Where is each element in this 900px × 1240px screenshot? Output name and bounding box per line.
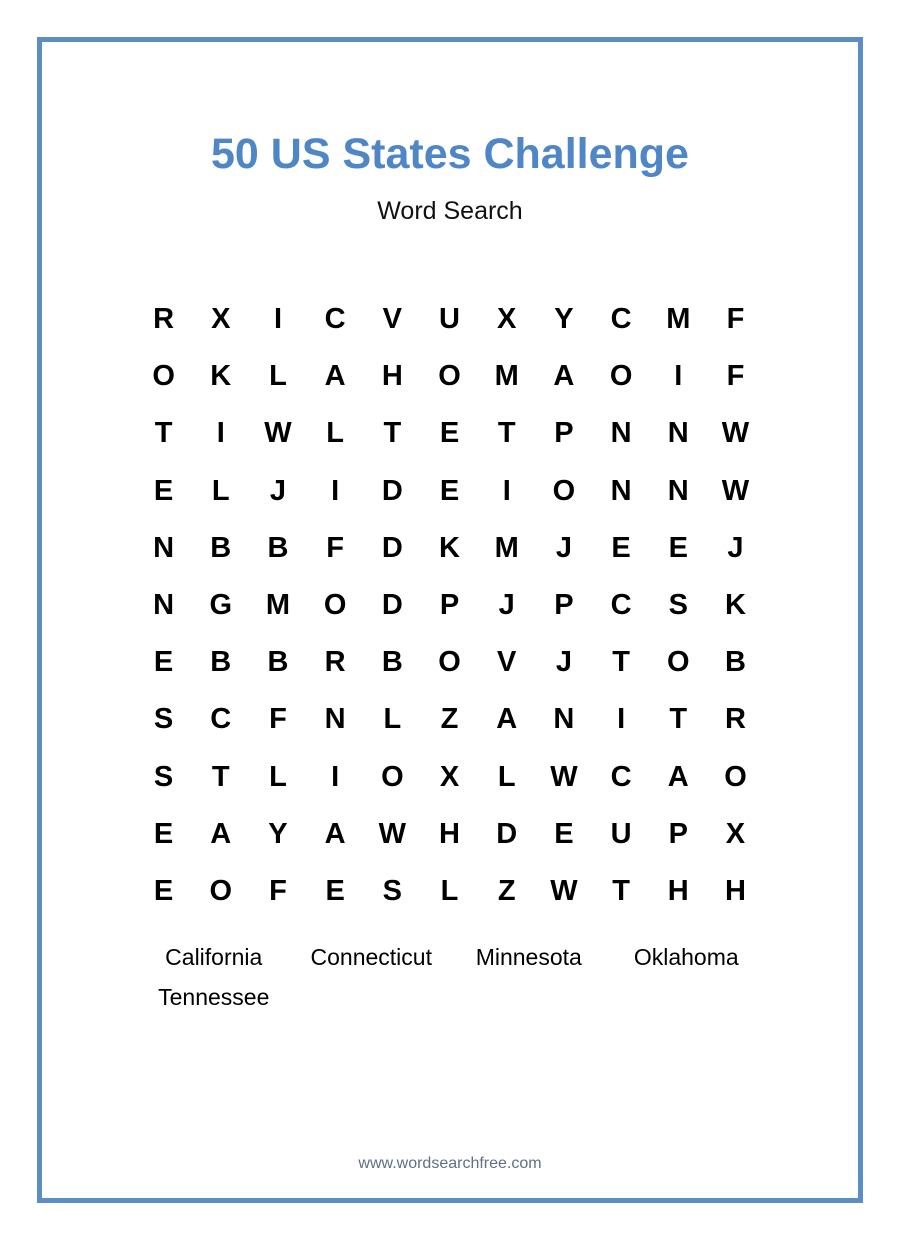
grid-cell[interactable]: H	[381, 360, 403, 393]
grid-cell[interactable]: F	[726, 360, 745, 393]
grid-cell[interactable]: B	[724, 646, 746, 679]
grid-cell[interactable]: X	[497, 303, 517, 336]
grid-cell[interactable]: X	[725, 817, 746, 850]
grid-cell[interactable]: C	[210, 703, 232, 736]
grid-cell[interactable]: W	[550, 760, 578, 793]
word-list-item: Tennessee	[158, 984, 270, 1010]
word-list-item: Minnesota	[475, 944, 582, 970]
grid-cell[interactable]: J	[555, 531, 572, 564]
grid-cell[interactable]: Y	[554, 303, 574, 336]
grid-cell[interactable]: T	[612, 646, 630, 679]
puzzle-subtitle: Word Search	[377, 197, 523, 225]
grid-cell[interactable]: A	[210, 817, 232, 850]
grid-cell[interactable]: I	[502, 474, 511, 507]
grid-cell[interactable]: O	[552, 474, 576, 507]
grid-cell[interactable]: X	[439, 760, 460, 793]
grid-cell[interactable]: B	[267, 646, 289, 679]
grid-cell[interactable]: A	[496, 703, 518, 736]
grid-cell[interactable]: L	[326, 417, 345, 450]
grid-cell[interactable]: T	[669, 703, 688, 736]
grid-cell[interactable]: Z	[497, 874, 516, 907]
grid-cell[interactable]: E	[153, 646, 174, 679]
grid-cell[interactable]: I	[216, 417, 225, 450]
grid-cell[interactable]: D	[381, 589, 403, 622]
grid-cell[interactable]: O	[609, 360, 633, 393]
grid-cell[interactable]: S	[382, 874, 403, 907]
grid-cell[interactable]: S	[668, 589, 688, 622]
grid-cell[interactable]: P	[439, 589, 460, 622]
grid-cell[interactable]: R	[153, 303, 175, 336]
grid-cell[interactable]: O	[381, 760, 404, 793]
grid-cell[interactable]: A	[667, 760, 689, 793]
grid-cell[interactable]: E	[611, 531, 631, 564]
grid-cell[interactable]: K	[439, 531, 460, 564]
grid-cell[interactable]: L	[497, 760, 516, 793]
grid-cell[interactable]: I	[617, 703, 626, 736]
grid-cell[interactable]: N	[667, 417, 689, 450]
grid-cell[interactable]: T	[383, 417, 402, 450]
grid-cell[interactable]: C	[610, 760, 632, 793]
grid-cell[interactable]: C	[324, 303, 346, 336]
grid-cell[interactable]: K	[724, 589, 746, 622]
grid-cell[interactable]: O	[438, 646, 461, 679]
grid-cell[interactable]: J	[269, 474, 287, 507]
grid-cell[interactable]: M	[666, 303, 691, 336]
grid-cell[interactable]: N	[153, 531, 175, 564]
grid-cell[interactable]: B	[267, 531, 289, 564]
grid-cell[interactable]: O	[724, 760, 747, 793]
grid-cell[interactable]: J	[555, 646, 572, 679]
grid-cell[interactable]: T	[612, 874, 630, 907]
grid-cell[interactable]: W	[721, 417, 750, 450]
grid-cell[interactable]: Y	[268, 817, 288, 850]
grid-cell[interactable]: H	[667, 874, 689, 907]
grid-cell[interactable]: L	[383, 703, 402, 736]
grid-cell[interactable]: I	[674, 360, 683, 393]
grid-cell[interactable]: D	[381, 474, 403, 507]
grid-cell[interactable]: X	[211, 303, 231, 336]
grid-cell[interactable]: N	[153, 589, 175, 622]
grid-cell[interactable]: N	[610, 474, 632, 507]
grid-cell[interactable]: E	[439, 474, 460, 507]
grid-cell[interactable]: N	[324, 703, 346, 736]
grid-cell[interactable]: F	[726, 303, 745, 336]
grid-cell[interactable]: O	[438, 360, 461, 393]
grid-cell[interactable]: C	[610, 303, 632, 336]
grid-cell[interactable]: C	[610, 589, 632, 622]
grid-cell[interactable]: M	[265, 589, 291, 622]
grid-cell[interactable]: W	[550, 874, 578, 907]
grid-cell[interactable]: V	[382, 303, 403, 336]
grid-cell[interactable]: E	[153, 817, 174, 850]
grid-cell[interactable]: W	[264, 417, 292, 450]
grid-cell[interactable]: S	[153, 703, 174, 736]
grid-cell[interactable]: A	[553, 360, 575, 393]
grid-cell[interactable]: J	[498, 589, 515, 622]
grid-cell[interactable]: B	[210, 646, 232, 679]
grid-cell[interactable]: O	[152, 360, 175, 393]
grid-cell[interactable]: W	[378, 817, 407, 850]
grid-cell[interactable]: V	[497, 646, 517, 679]
grid-cell[interactable]: M	[494, 531, 519, 564]
word-list-item: Oklahoma	[633, 944, 739, 970]
grid-cell[interactable]: E	[668, 531, 688, 564]
grid-cell[interactable]: N	[553, 703, 575, 736]
grid-cell[interactable]: L	[440, 874, 459, 907]
puzzle-title: 50 US States Challenge	[211, 130, 689, 178]
word-list-item: Connecticut	[310, 944, 432, 970]
grid-cell[interactable]: D	[496, 817, 518, 850]
grid-cell[interactable]: L	[211, 474, 230, 507]
grid-cell[interactable]: D	[381, 531, 403, 564]
grid-cell[interactable]: H	[724, 874, 746, 907]
grid-cell[interactable]: E	[153, 474, 174, 507]
word-list-item: California	[165, 944, 263, 970]
grid-cell[interactable]: K	[210, 360, 232, 393]
footer-url: www.wordsearchfree.com	[358, 1155, 542, 1172]
grid-cell[interactable]: O	[667, 646, 690, 679]
grid-cell[interactable]: H	[439, 817, 460, 850]
grid-cell[interactable]: U	[439, 303, 460, 336]
grid-cell[interactable]: E	[153, 874, 174, 907]
grid-cell[interactable]: N	[667, 474, 689, 507]
grid-cell[interactable]: O	[209, 874, 233, 907]
grid-cell[interactable]: B	[210, 531, 232, 564]
grid-cell[interactable]: F	[326, 531, 345, 564]
grid-cell[interactable]: B	[381, 646, 403, 679]
grid-cell[interactable]: T	[211, 760, 230, 793]
grid-cell[interactable]: A	[324, 817, 346, 850]
grid-cell[interactable]: L	[269, 760, 287, 793]
grid-cell[interactable]: U	[610, 817, 632, 850]
grid-cell[interactable]: P	[554, 417, 574, 450]
grid-cell[interactable]: I	[273, 303, 282, 336]
grid-cell[interactable]: P	[668, 817, 688, 850]
grid-cell[interactable]: L	[269, 360, 287, 393]
grid-cell[interactable]: R	[324, 646, 346, 679]
grid-cell[interactable]: R	[724, 703, 746, 736]
grid-cell[interactable]: I	[331, 474, 340, 507]
grid-cell[interactable]: I	[331, 760, 340, 793]
grid-cell[interactable]: O	[323, 589, 347, 622]
grid-cell[interactable]: G	[209, 589, 233, 622]
grid-cell[interactable]: T	[154, 417, 173, 450]
grid-cell[interactable]: E	[554, 817, 574, 850]
grid-cell[interactable]: N	[610, 417, 632, 450]
grid-cell[interactable]: Z	[440, 703, 459, 736]
word-list	[135, 944, 765, 1010]
grid-cell[interactable]: W	[721, 474, 750, 507]
grid-cell[interactable]: P	[554, 589, 574, 622]
grid-cell[interactable]: A	[324, 360, 346, 393]
grid-cell[interactable]: F	[269, 703, 287, 736]
grid-cell[interactable]: E	[325, 874, 345, 907]
grid-cell[interactable]: J	[727, 531, 744, 564]
letter-grid	[135, 291, 765, 921]
grid-cell[interactable]: M	[494, 360, 519, 393]
grid-cell[interactable]: T	[497, 417, 516, 450]
grid-cell[interactable]: S	[153, 760, 174, 793]
grid-cell[interactable]: F	[269, 874, 287, 907]
grid-cell[interactable]: E	[439, 417, 460, 450]
